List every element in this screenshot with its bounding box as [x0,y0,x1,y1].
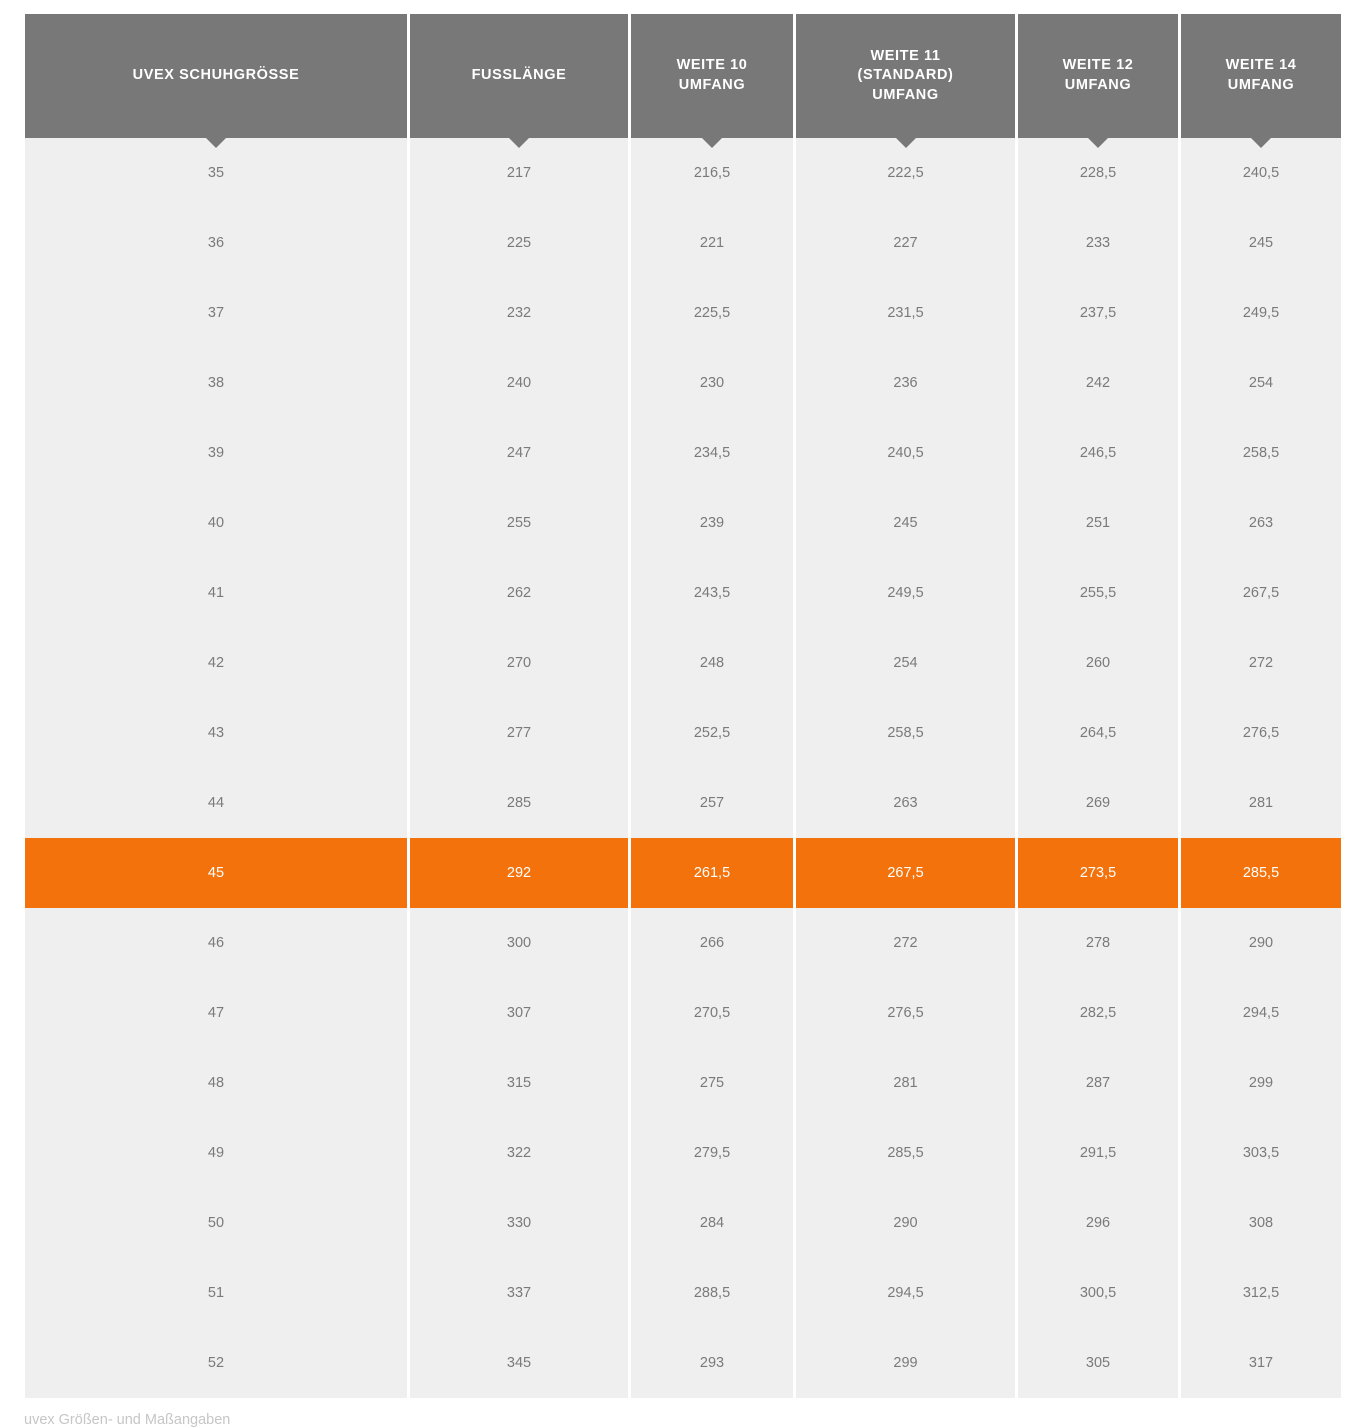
table-cell: 277 [410,698,628,768]
table-cell: 281 [796,1048,1015,1118]
table-body [25,138,1341,1398]
column-header-line: WEITE 14 [1225,57,1297,74]
table-cell: 275 [631,1048,793,1118]
table-cell: 285 [410,768,628,838]
table-cell: 317 [1181,1328,1341,1398]
header-pointer-icon [895,137,917,148]
column-header-line: FUSSLÄNGE [471,67,567,84]
table-cell: 247 [410,418,628,488]
table-cell: 288,5 [631,1258,793,1328]
table-row [25,558,1341,628]
table-row [25,348,1341,418]
table-cell: 315 [410,1048,628,1118]
cell-shoe-size: 37 [25,278,407,348]
table-cell: 249,5 [796,558,1015,628]
table-cell: 217 [410,138,628,208]
table-cell: 300 [410,908,628,978]
table-row [25,138,1341,208]
table-cell: 281 [1181,768,1341,838]
table-cell: 246,5 [1018,418,1178,488]
table-cell: 299 [796,1328,1015,1398]
cell-shoe-size: 45 [25,838,407,908]
table-cell: 300,5 [1018,1258,1178,1328]
table-cell: 267,5 [1181,558,1341,628]
table-row [25,418,1341,488]
cell-shoe-size: 38 [25,348,407,418]
table-cell: 260 [1018,628,1178,698]
cell-shoe-size: 49 [25,1118,407,1188]
table-cell: 284 [631,1188,793,1258]
table-cell: 269 [1018,768,1178,838]
column-header-5 [1018,14,1178,138]
table-cell: 236 [796,348,1015,418]
column-header-2 [410,14,628,138]
table-cell: 257 [631,768,793,838]
table-cell: 221 [631,208,793,278]
table-cell: 294,5 [1181,978,1341,1048]
table-cell: 258,5 [796,698,1015,768]
table-header-row [25,14,1341,138]
table-row [25,1328,1341,1398]
cell-shoe-size: 44 [25,768,407,838]
table-footnote: uvex Größen- und Maßangaben [24,1412,231,1428]
table-cell: 234,5 [631,418,793,488]
cell-shoe-size: 46 [25,908,407,978]
table-cell: 240,5 [1181,138,1341,208]
table-cell: 261,5 [631,838,793,908]
table-cell: 330 [410,1188,628,1258]
table-cell: 285,5 [796,1118,1015,1188]
cell-shoe-size: 48 [25,1048,407,1118]
table-cell: 287 [1018,1048,1178,1118]
table-cell: 262 [410,558,628,628]
table-cell: 233 [1018,208,1178,278]
cell-shoe-size: 40 [25,488,407,558]
table-header [25,14,1341,138]
table-cell: 266 [631,908,793,978]
table-cell: 242 [1018,348,1178,418]
table-cell: 263 [796,768,1015,838]
table-cell: 255 [410,488,628,558]
header-pointer-icon [1250,137,1272,148]
table-row [25,768,1341,838]
table-cell: 278 [1018,908,1178,978]
table-cell: 258,5 [1181,418,1341,488]
table-row [25,698,1341,768]
cell-shoe-size: 52 [25,1328,407,1398]
header-pointer-icon [1087,137,1109,148]
table-cell: 292 [410,838,628,908]
column-header-line: WEITE 10 [676,57,748,74]
table-cell: 227 [796,208,1015,278]
table-cell: 307 [410,978,628,1048]
table-cell: 294,5 [796,1258,1015,1328]
table-cell: 245 [1181,208,1341,278]
cell-shoe-size: 43 [25,698,407,768]
table-cell: 237,5 [1018,278,1178,348]
table-cell: 305 [1018,1328,1178,1398]
column-header-line: (STANDARD) [857,67,954,84]
cell-shoe-size: 36 [25,208,407,278]
column-header-line: UMFANG [678,77,746,93]
table-cell: 270,5 [631,978,793,1048]
table-cell: 279,5 [631,1118,793,1188]
header-pointer-icon [205,137,227,148]
table-cell: 282,5 [1018,978,1178,1048]
table-cell: 228,5 [1018,138,1178,208]
table-cell: 240,5 [796,418,1015,488]
table-cell: 308 [1181,1188,1341,1258]
table-cell: 290 [1181,908,1341,978]
table-cell: 312,5 [1181,1258,1341,1328]
table-row [25,628,1341,698]
table-cell: 272 [1181,628,1341,698]
table-row-highlighted [25,838,1341,908]
table-cell: 296 [1018,1188,1178,1258]
table-cell: 252,5 [631,698,793,768]
table-cell: 291,5 [1018,1118,1178,1188]
table-row [25,1118,1341,1188]
table-cell: 293 [631,1328,793,1398]
table-row [25,1188,1341,1258]
table-cell: 285,5 [1181,838,1341,908]
table-cell: 299 [1181,1048,1341,1118]
column-header-4 [796,14,1015,138]
cell-shoe-size: 51 [25,1258,407,1328]
table-cell: 337 [410,1258,628,1328]
table-row [25,488,1341,558]
table-cell: 245 [796,488,1015,558]
cell-shoe-size: 39 [25,418,407,488]
header-pointer-icon [508,137,530,148]
column-header-line: UMFANG [872,86,939,103]
table-row [25,278,1341,348]
column-header-3 [631,14,793,138]
table-cell: 230 [631,348,793,418]
table-cell: 264,5 [1018,698,1178,768]
table-cell: 273,5 [1018,838,1178,908]
column-header-1 [25,14,407,138]
table-cell: 248 [631,628,793,698]
table-cell: 249,5 [1181,278,1341,348]
table-cell: 276,5 [1181,698,1341,768]
table-cell: 267,5 [796,838,1015,908]
table-cell: 232 [410,278,628,348]
column-header-line: WEITE 11 [870,47,941,64]
cell-shoe-size: 42 [25,628,407,698]
table-cell: 239 [631,488,793,558]
table-cell: 240 [410,348,628,418]
table-cell: 272 [796,908,1015,978]
table-cell: 251 [1018,488,1178,558]
cell-shoe-size: 50 [25,1188,407,1258]
column-header-line: UMFANG [1064,77,1132,93]
column-header-line: UVEX SCHUHGRÖSSE [132,67,300,84]
table-cell: 255,5 [1018,558,1178,628]
table-row [25,208,1341,278]
column-header-6 [1181,14,1341,138]
table-cell: 345 [410,1328,628,1398]
column-header-line: WEITE 12 [1062,57,1134,74]
table-row [25,1258,1341,1328]
table-cell: 243,5 [631,558,793,628]
table-cell: 225,5 [631,278,793,348]
header-pointer-icon [701,137,723,148]
uvex-size-table [22,14,1344,1398]
cell-shoe-size: 41 [25,558,407,628]
table-cell: 276,5 [796,978,1015,1048]
table-cell: 263 [1181,488,1341,558]
table-cell: 231,5 [796,278,1015,348]
cell-shoe-size: 35 [25,138,407,208]
table-cell: 254 [796,628,1015,698]
table-cell: 303,5 [1181,1118,1341,1188]
table-cell: 216,5 [631,138,793,208]
table-row [25,978,1341,1048]
table-cell: 225 [410,208,628,278]
table-cell: 290 [796,1188,1015,1258]
table-cell: 322 [410,1118,628,1188]
table-row [25,1048,1341,1118]
table-cell: 270 [410,628,628,698]
table-cell: 222,5 [796,138,1015,208]
column-header-line: UMFANG [1227,77,1295,93]
table-row [25,908,1341,978]
cell-shoe-size: 47 [25,978,407,1048]
table-cell: 254 [1181,348,1341,418]
